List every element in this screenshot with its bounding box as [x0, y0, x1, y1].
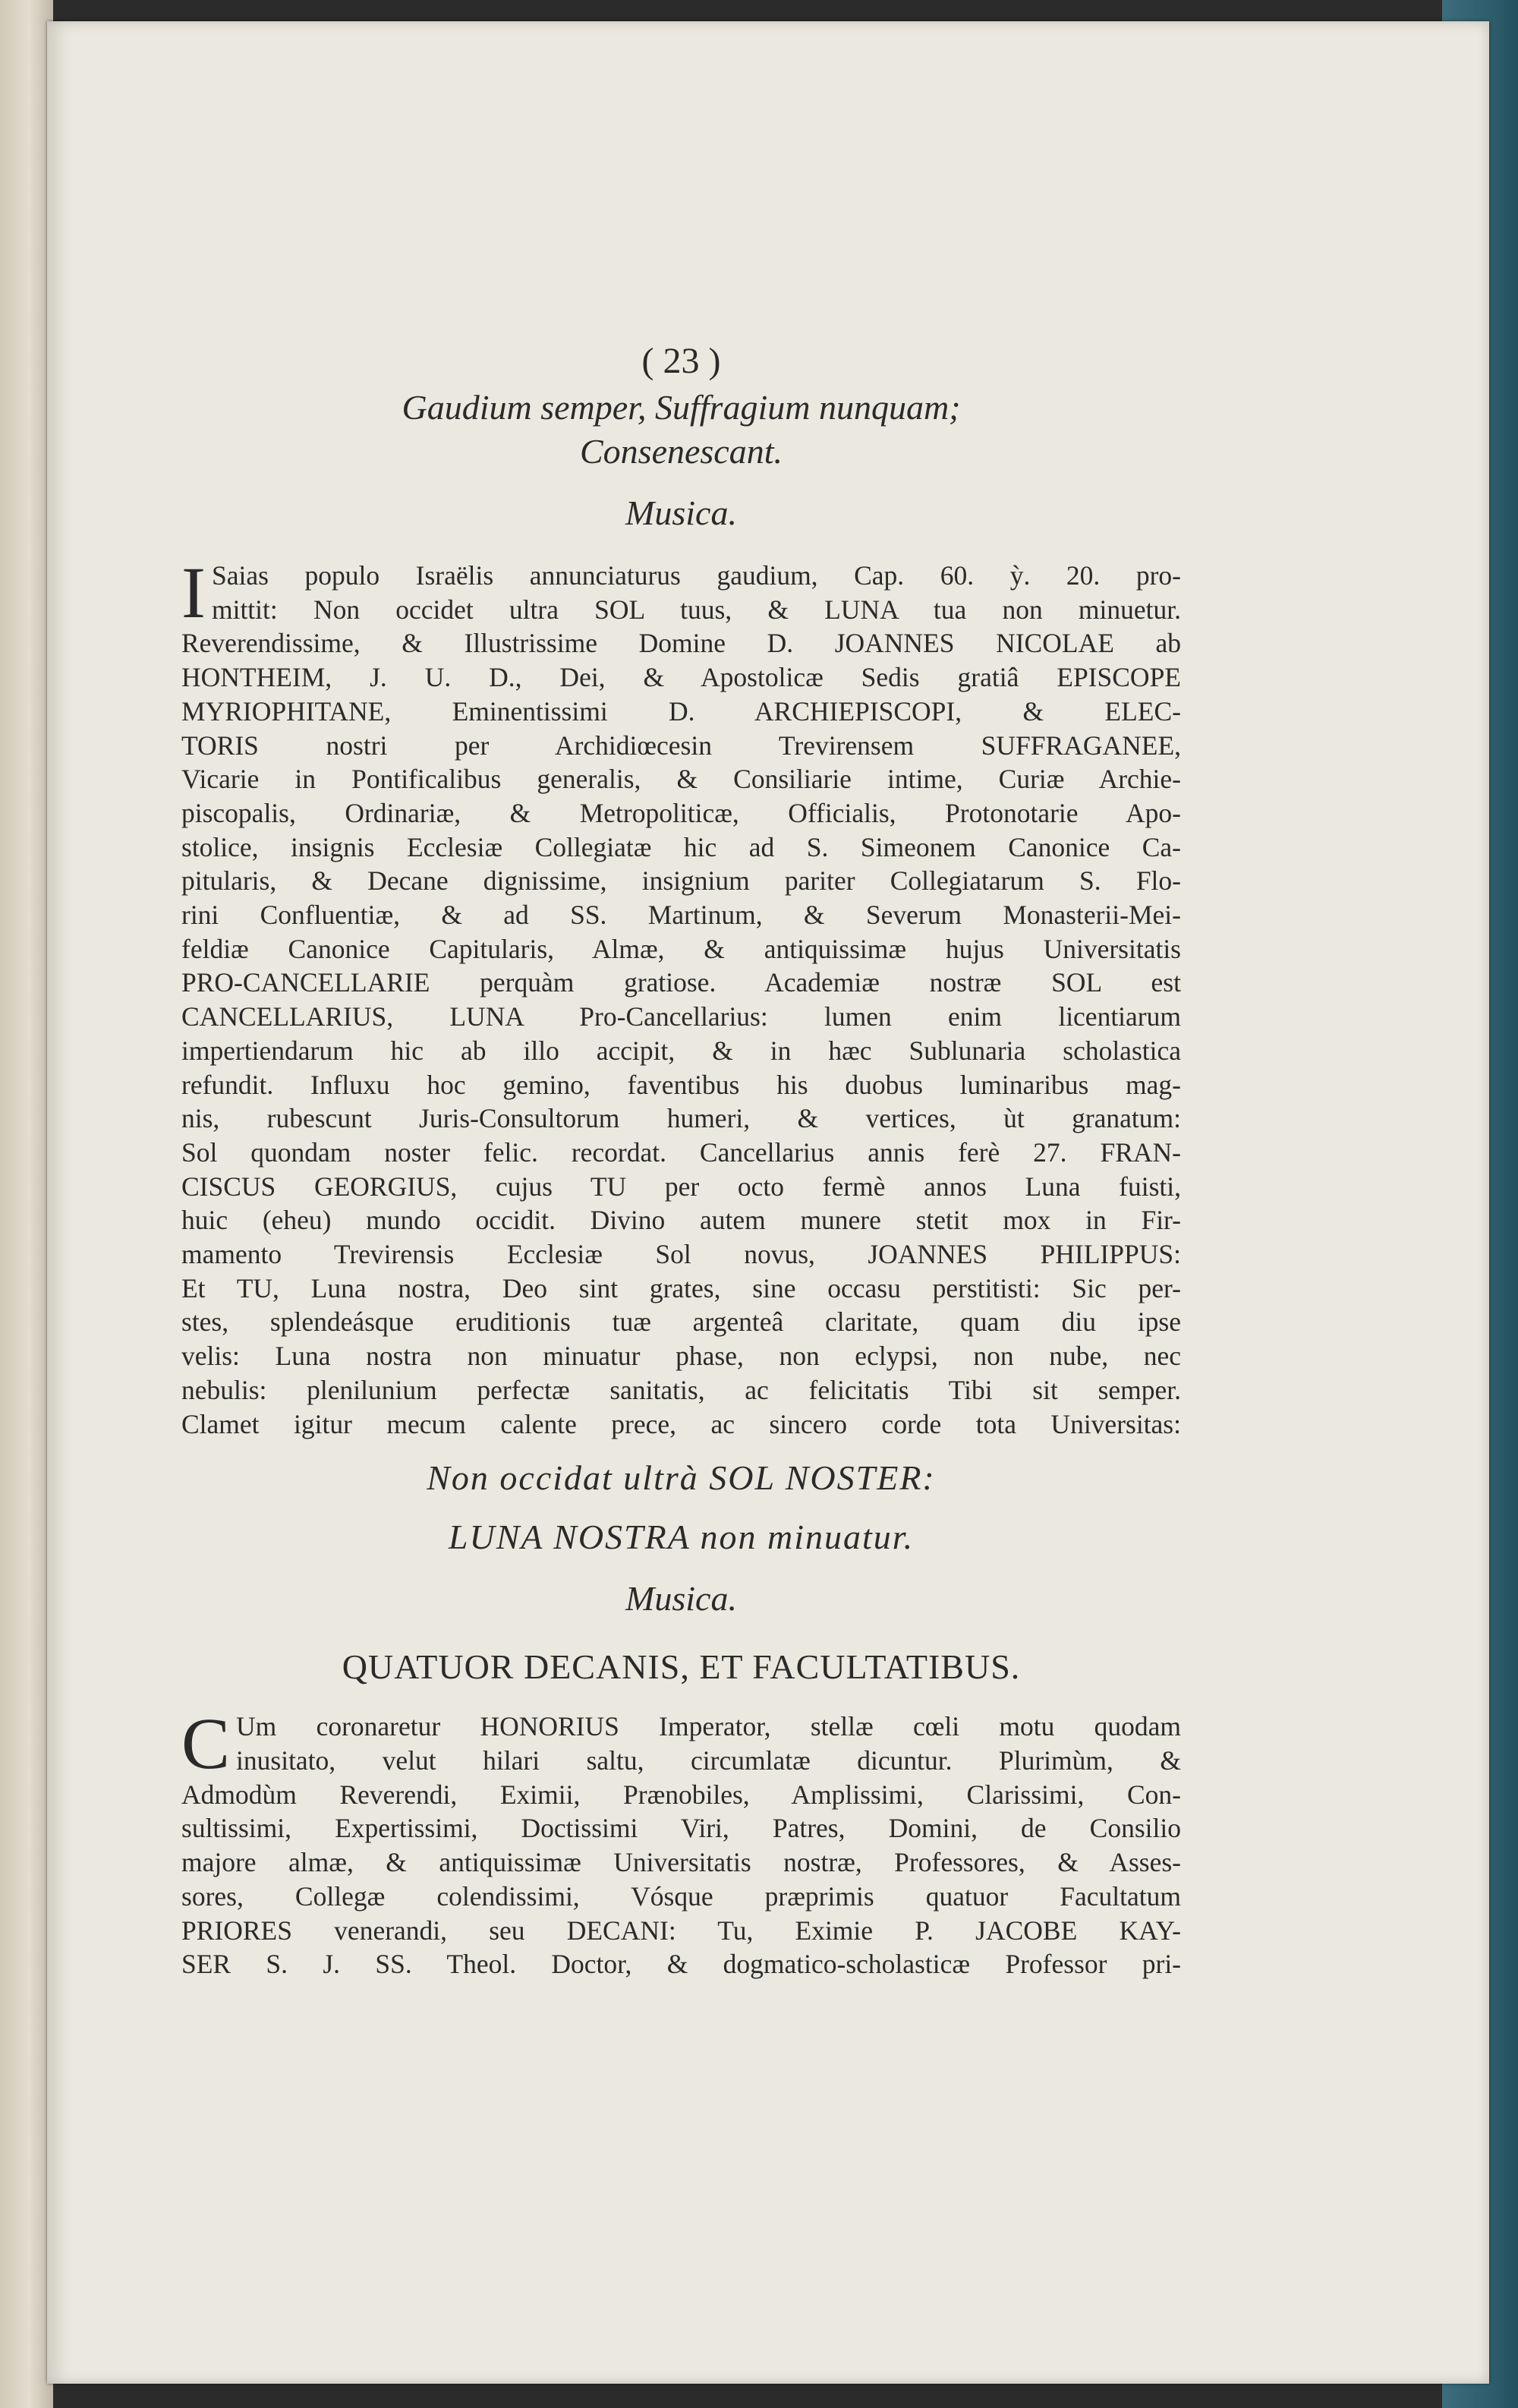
text-line: stes, splendeásque eruditionis tuæ argenteâ claritate, quam diu ipse [181, 1306, 1181, 1338]
text-line: stolice, insignis Ecclesiæ Collegiatæ hic ad S. Simeonem Canonice Ca- [181, 831, 1181, 862]
paragraph-1 [181, 552, 1181, 1441]
book-spine [0, 0, 53, 2408]
text-line: majore almæ, & antiquissimæ Universitatis nostræ, Professores, & Asses- [181, 1847, 1181, 1878]
text-line: nebulis: plenilunium perfectæ sanitatis, ac felicitatis Tibi sit semper. [181, 1374, 1181, 1405]
text-line: mamento Trevirensis Ecclesiæ Sol novus, JOANNES PHILIPPUS: [181, 1239, 1181, 1270]
text-line: SER S. J. SS. Theol. Doctor, & dogmatico-scholasticæ Professor pri- [181, 1949, 1181, 1980]
text-line: Saias populo Israëlis annunciaturus gaudium, Cap. 60. ỳ. 20. pro- [211, 560, 1181, 591]
text-line: TORIS nostri per Archidiœcesin Trevirensem SUFFRAGANEE, [181, 730, 1181, 761]
text-line: impertiendarum hic ab illo accipit, & in hæc Sublunaria scholastica [181, 1035, 1181, 1066]
text-line: mittit: Non occidet ultra SOL tuus, & LUNA tua non minuetur. [211, 594, 1181, 625]
closing-line-2: LUNA NOSTRA non minuatur. [448, 1518, 915, 1557]
page-text [181, 340, 1181, 1981]
dropcap-1: I [181, 552, 206, 633]
text-line: Reverendissime, & Illustrissime Domine D. JOANNES NICOLAE ab [181, 628, 1181, 659]
text-line: piscopalis, Ordinariæ, & Metropoliticæ, Officialis, Protonotarie Apo- [181, 797, 1181, 828]
text-line: sores, Collegæ colendissimi, Vósque præprimis quatuor Facultatum [181, 1880, 1181, 1912]
musica-heading-1: Musica. [625, 493, 737, 532]
text-line: Vicarie in Pontificalibus generalis, & Consiliarie intime, Curiæ Archie- [181, 764, 1181, 795]
text-line: PRIORES venerandi, seu DECANI: Tu, Eximie P. JACOBE KAY- [181, 1915, 1181, 1946]
text-line: CISCUS GEORGIUS, cujus TU per octo fermè annos Luna fuisti, [181, 1171, 1181, 1202]
text-line: Sol quondam noster felic. recordat. Cancellarius annis ferè 27. FRAN- [181, 1136, 1181, 1168]
text-line: HONTHEIM, J. U. D., Dei, & Apostolicæ Sedis gratiâ EPISCOPE [181, 662, 1181, 693]
text-line: Admodùm Reverendi, Eximii, Prænobiles, Amplissimi, Clarissimi, Con- [181, 1779, 1181, 1810]
heading-line-2: Consenescant. [579, 432, 783, 471]
section-title: QUATUOR DECANIS, ET FACULTATIBUS. [342, 1647, 1021, 1687]
musica-heading-2: Musica. [625, 1579, 737, 1618]
book-page [47, 21, 1489, 2384]
text-line: PRO-CANCELLARIE perquàm gratiose. Academiæ nostræ SOL est [181, 967, 1181, 998]
text-line: MYRIOPHITANE, Eminentissimi D. ARCHIEPISCOPI, & ELEC- [181, 695, 1181, 726]
paragraph-2 [181, 1703, 1181, 1981]
text-line: sultissimi, Expertissimi, Doctissimi Viri, Patres, Domini, de Consilio [181, 1813, 1181, 1844]
text-line: rini Confluentiæ, & ad SS. Martinum, & Severum Monasterii-Mei- [181, 900, 1181, 931]
text-line: Et TU, Luna nostra, Deo sint grates, sine occasu perstitisti: Sic per- [181, 1272, 1181, 1303]
text-line: refundit. Influxu hoc gemino, faventibus his duobus luminaribus mag- [181, 1069, 1181, 1100]
dropcap-2: C [181, 1703, 231, 1785]
text-line: inusitato, velut hilari saltu, circumlatæ dicuntur. Plurimùm, & [236, 1745, 1181, 1776]
text-line: Um coronaretur HONORIUS Imperator, stellæ cœli motu quodam [236, 1711, 1181, 1742]
heading-line-1: Gaudium semper, Suffragium nunquam; [402, 388, 961, 427]
closing-line-1: Non occidat ultrà SOL NOSTER: [427, 1458, 936, 1498]
text-line: pitularis, & Decane dignissime, insignium pariter Collegiatarum S. Flo- [181, 865, 1181, 897]
text-line: velis: Luna nostra non minuatur phase, non eclypsi, non nube, nec [181, 1341, 1181, 1372]
text-line: huic (eheu) mundo occidit. Divino autem munere stetit mox in Fir- [181, 1205, 1181, 1236]
text-line: Clamet igitur mecum calente prece, ac sincero corde tota Universitas: [181, 1408, 1181, 1439]
page-number: ( 23 ) [641, 341, 721, 381]
text-line: feldiæ Canonice Capitularis, Almæ, & antiquissimæ hujus Universitatis [181, 933, 1181, 964]
text-line: nis, rubescunt Juris-Consultorum humeri, & vertices, ùt granatum: [181, 1103, 1181, 1134]
text-line: CANCELLARIUS, LUNA Pro-Cancellarius: lumen enim licentiarum [181, 1001, 1181, 1032]
